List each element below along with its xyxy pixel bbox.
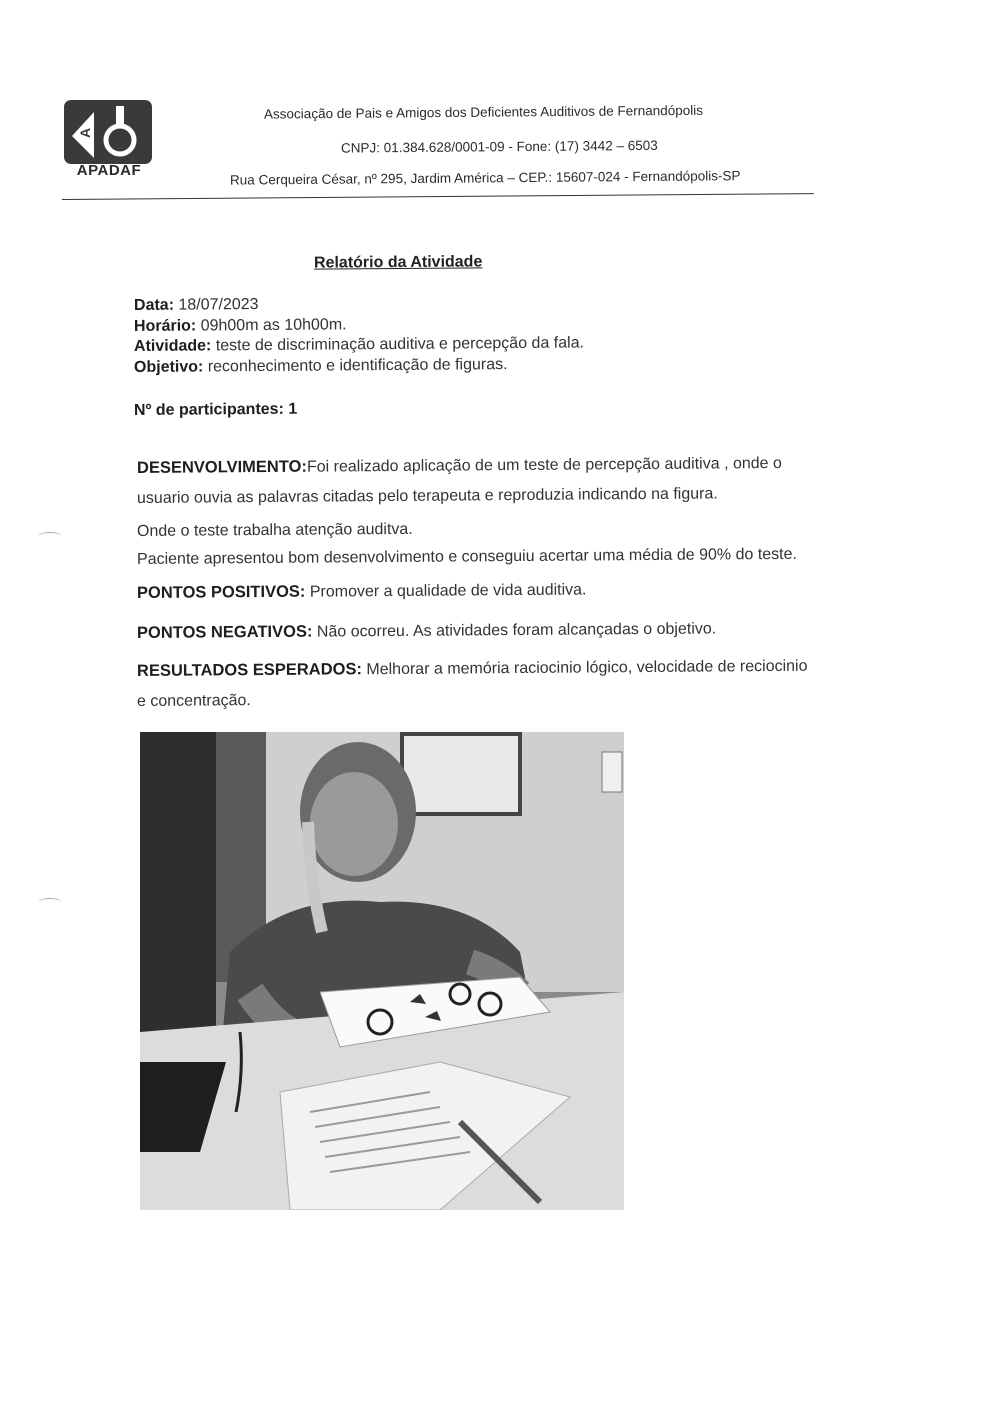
date-field <box>134 296 259 315</box>
report-title: Relatório da Atividade <box>313 253 483 272</box>
svg-text:A: A <box>77 127 93 138</box>
objective-field <box>134 356 508 377</box>
time-label: Horário: <box>133 317 197 335</box>
activity-field <box>134 334 584 356</box>
development-label: DESENVOLVIMENTO: <box>136 457 307 477</box>
organization-name: Associação de Pais e Amigos dos Deficientes Auditivos de Fernandópolis <box>263 102 704 122</box>
development-line-2: usuario ouvia as palavras citadas pelo terapeuta e reproduzia indicando na figura. <box>136 485 718 507</box>
development-text-1: Foi realizado aplicação de um teste de percepção auditiva , onde o <box>306 454 782 476</box>
objective-label: Objetivo: <box>133 358 204 376</box>
apadaf-logo <box>62 98 156 184</box>
time-field <box>134 316 347 336</box>
participants-field <box>134 401 297 420</box>
expected-label: RESULTADOS ESPERADOS: <box>136 660 362 680</box>
cnpj-phone: CNPJ: 01.384.628/0001-09 - Fone: (17) 3442 – 6503 <box>340 137 658 156</box>
expected-results-line-1 <box>137 657 808 681</box>
activity-photo <box>140 732 624 1210</box>
time-value: 09h00m as 10h00m. <box>200 316 347 335</box>
objective-value: reconhecimento e identificação de figuras. <box>207 356 508 376</box>
address: Rua Cerqueira César, nº 295, Jardim América – CEP.: 15607-024 - Fernandópolis-SP <box>229 168 741 188</box>
negative-value: Não ocorreu. As atividades foram alcançadas o objetivo. <box>316 620 717 641</box>
development-line-4: Paciente apresentou bom desenvolvimento e conseguiu acertar uma média de 90% do teste. <box>136 545 798 568</box>
development-line-3: Onde o teste trabalha atenção auditva. <box>136 520 413 540</box>
scan-mark <box>38 898 62 907</box>
activity-label: Atividade: <box>133 337 212 355</box>
expected-results-line-2: e concentração. <box>136 692 251 710</box>
positive-label: PONTOS POSITIVOS: <box>136 582 306 602</box>
negative-label: PONTOS NEGATIVOS: <box>136 622 313 642</box>
scan-mark <box>38 532 62 541</box>
date-label: Data: <box>133 296 175 314</box>
positive-points <box>137 580 587 603</box>
logo-emblem <box>64 100 152 164</box>
header-divider <box>62 193 814 200</box>
participants-label: Nº de participantes: <box>133 400 284 419</box>
participants-value: 1 <box>288 400 298 418</box>
activity-value: teste de discriminação auditiva e percepção da fala. <box>215 334 585 355</box>
negative-points <box>137 619 716 643</box>
positive-value: Promover a qualidade de vida auditiva. <box>309 581 587 601</box>
expected-text-1: Melhorar a memória raciocinio lógico, velocidade de reciocinio <box>366 657 808 679</box>
date-value: 18/07/2023 <box>178 296 259 314</box>
logo-text: APADAF <box>76 162 142 179</box>
development-line-1 <box>137 454 782 478</box>
